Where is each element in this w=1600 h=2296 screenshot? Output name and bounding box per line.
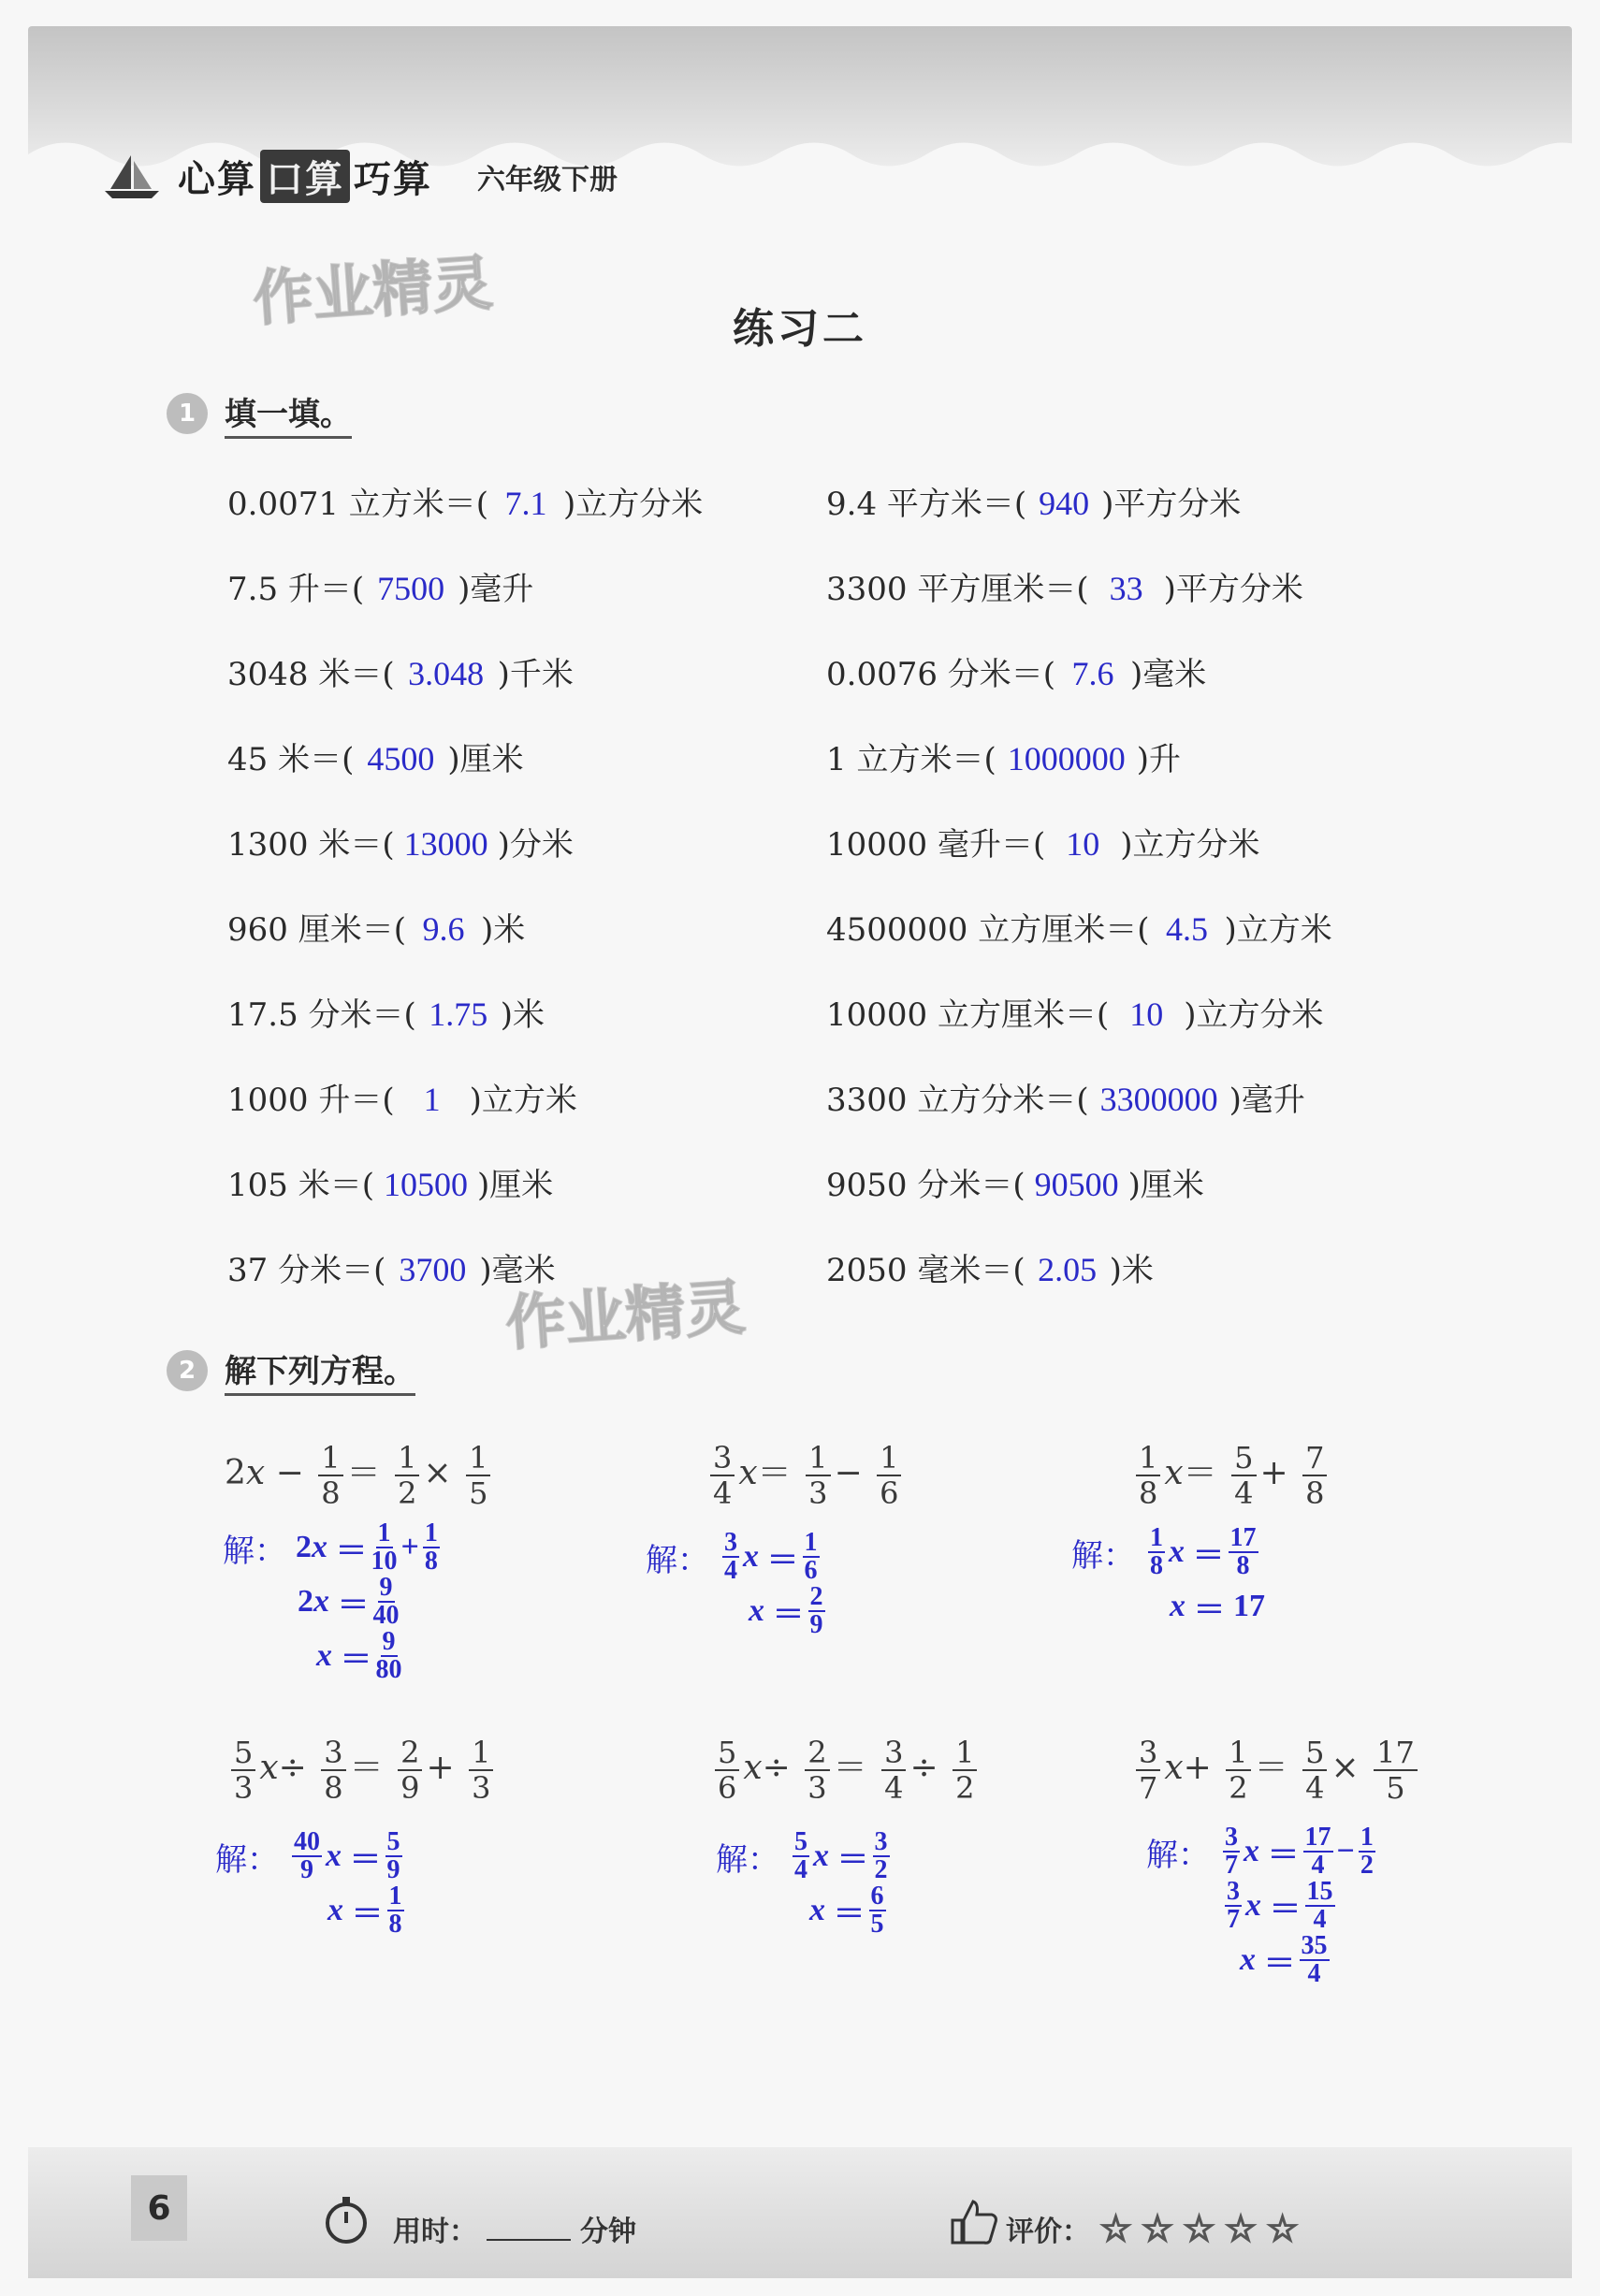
- answer: 3700: [399, 1251, 467, 1288]
- fill-item: 4500000 立方厘米＝( 4.5 )立方米: [826, 910, 1332, 949]
- answer: 3.048: [408, 655, 485, 692]
- answer: 9.6: [422, 910, 465, 948]
- star-icon[interactable]: ☆: [1141, 2208, 1174, 2249]
- solution-5: 解： $\frac{5}{4}$ x ＝ $\frac{3}{2}$ x ＝ $\frac{6}{5}$: [716, 1827, 888, 1939]
- time-field: 用时： 分钟: [393, 2216, 636, 2248]
- section-1-heading: [167, 388, 352, 439]
- star-icon[interactable]: ☆: [1183, 2208, 1215, 2249]
- watermark: 作业精灵: [503, 1273, 748, 1359]
- answer: 33: [1109, 570, 1143, 607]
- fill-item: 45 米＝( 4500 )厘米: [227, 740, 524, 778]
- section-number-badge: 1: [167, 393, 208, 434]
- fill-item: 0.0071 立方米＝( 7.1 )立方分米: [227, 485, 704, 523]
- answer: 3300000: [1099, 1081, 1218, 1118]
- equation-1: 2x − $\frac{1}{8}$ ＝ $\frac{1}{2}$ × $\frac{1}{5}$: [225, 1441, 494, 1510]
- solution-3: 解： $\frac{1}{8}$ x ＝ $\frac{17}{8}$ x ＝ 17: [1071, 1523, 1265, 1628]
- fill-item: 3048 米＝( 3.048 )千米: [227, 655, 574, 693]
- equation-6: $\frac{3}{7}$ x+ $\frac{1}{2}$ ＝ $\frac{5}{4}$ × $\frac{17}{5}$: [1132, 1736, 1421, 1805]
- fill-item: 9.4 平方米＝( 940 )平方分米: [826, 485, 1242, 523]
- answer: 1000000: [1007, 740, 1126, 777]
- star-icon[interactable]: ☆: [1099, 2208, 1132, 2249]
- answer: 10500: [383, 1166, 468, 1203]
- fill-item: 7.5 升＝( 7500 )毫升: [227, 570, 534, 608]
- fill-item: 105 米＝( 10500 )厘米: [227, 1166, 554, 1204]
- answer: 4500: [367, 740, 435, 777]
- answer: 90500: [1034, 1166, 1119, 1203]
- grade-label: 六年级下册: [477, 163, 618, 196]
- answer: 1.75: [429, 995, 488, 1033]
- header: [103, 150, 618, 203]
- answer: 7500: [377, 570, 445, 607]
- fill-item: 0.0076 分米＝( 7.6 )毫米: [826, 655, 1207, 693]
- fill-item: 10000 毫升＝( 10 )立方分米: [826, 825, 1260, 864]
- answer: 7.1: [504, 485, 547, 522]
- answer: 7.6: [1071, 655, 1114, 692]
- page-title: 练习二: [733, 305, 867, 353]
- section-label: 填一填。: [225, 388, 352, 439]
- solution-2: 解： $\frac{3}{4}$ x ＝ $\frac{1}{6}$ x ＝ $\frac{2}{9}$: [646, 1528, 823, 1639]
- brand-title: 心算 口算 巧算: [178, 150, 432, 203]
- fill-item: 3300 立方分米＝( 3300000 )毫升: [826, 1081, 1305, 1119]
- answer: 1: [423, 1081, 441, 1118]
- equation-2: $\frac{3}{4}$ x＝ $\frac{1}{3}$ − $\frac{1}{6}$: [706, 1441, 905, 1510]
- answer: 940: [1039, 485, 1090, 522]
- section-label: 解下列方程。: [225, 1345, 415, 1396]
- fill-item: 9050 分米＝( 90500 )厘米: [826, 1166, 1204, 1204]
- time-blank[interactable]: [487, 2239, 571, 2241]
- fill-item: 2050 毫米＝( 2.05 )米: [826, 1251, 1154, 1289]
- solution-1: 解： 2 x ＝ $\frac{1}{10}$ + $\frac{1}{8}$ 2 x ＝ $\frac{9}{40}$ x ＝ $\frac{9}{80}$: [223, 1519, 438, 1684]
- fill-item: 17.5 分米＝( 1.75 )米: [227, 995, 545, 1034]
- star-icon[interactable]: ☆: [1266, 2208, 1299, 2249]
- answer: 10: [1066, 825, 1100, 863]
- sailboat-icon: [103, 153, 161, 200]
- fill-item: 3300 平方厘米＝( 33 )平方分米: [826, 570, 1303, 608]
- page-number: 6: [131, 2175, 187, 2241]
- star-icon[interactable]: ☆: [1225, 2208, 1258, 2249]
- answer: 10: [1129, 995, 1164, 1033]
- fill-item: 1 立方米＝( 1000000 )升: [826, 740, 1181, 778]
- section-number-badge: 2: [167, 1350, 208, 1391]
- equation-5: $\frac{5}{6}$ x÷ $\frac{2}{3}$ ＝ $\frac{3}{4}$ ÷ $\frac{1}{2}$: [711, 1736, 981, 1805]
- solution-6: 解： $\frac{3}{7}$ x ＝ $\frac{17}{4}$ − $\frac{1}{2}$ $\frac{3}{7}$ x ＝ $\frac{15}{4}$ x ＝ $\frac{35}{4}$: [1146, 1823, 1374, 1988]
- answer: 13000: [403, 825, 488, 863]
- equation-3: $\frac{1}{8}$ x＝ $\frac{5}{4}$ + $\frac{7}{8}$: [1132, 1441, 1331, 1510]
- fill-item: 1000 升＝( 1 )立方米: [227, 1081, 577, 1119]
- answer: 2.05: [1038, 1251, 1098, 1288]
- equation-4: $\frac{5}{3}$ x÷ $\frac{3}{8}$ ＝ $\frac{2}{9}$ + $\frac{1}{3}$: [227, 1736, 497, 1805]
- footer-band: [28, 2147, 1572, 2278]
- fill-item: 10000 立方厘米＝( 10 )立方分米: [826, 995, 1324, 1034]
- fill-item: 37 分米＝( 3700 )毫米: [227, 1251, 556, 1289]
- answer: 4.5: [1166, 910, 1208, 948]
- fill-item: 960 厘米＝( 9.6 )米: [227, 910, 526, 949]
- watermark: 作业精灵: [251, 249, 495, 335]
- stopwatch-icon: [318, 2191, 374, 2247]
- fill-item: 1300 米＝( 13000 )分米: [227, 825, 574, 864]
- rating-field: 评价： ☆ ☆ ☆ ☆ ☆: [1006, 2208, 1299, 2249]
- thumbs-up-icon: [945, 2194, 1001, 2250]
- section-2-heading: [167, 1345, 415, 1396]
- solution-4: 解： $\frac{40}{9}$ x ＝ $\frac{5}{9}$ x ＝ $\frac{1}{8}$: [215, 1827, 402, 1939]
